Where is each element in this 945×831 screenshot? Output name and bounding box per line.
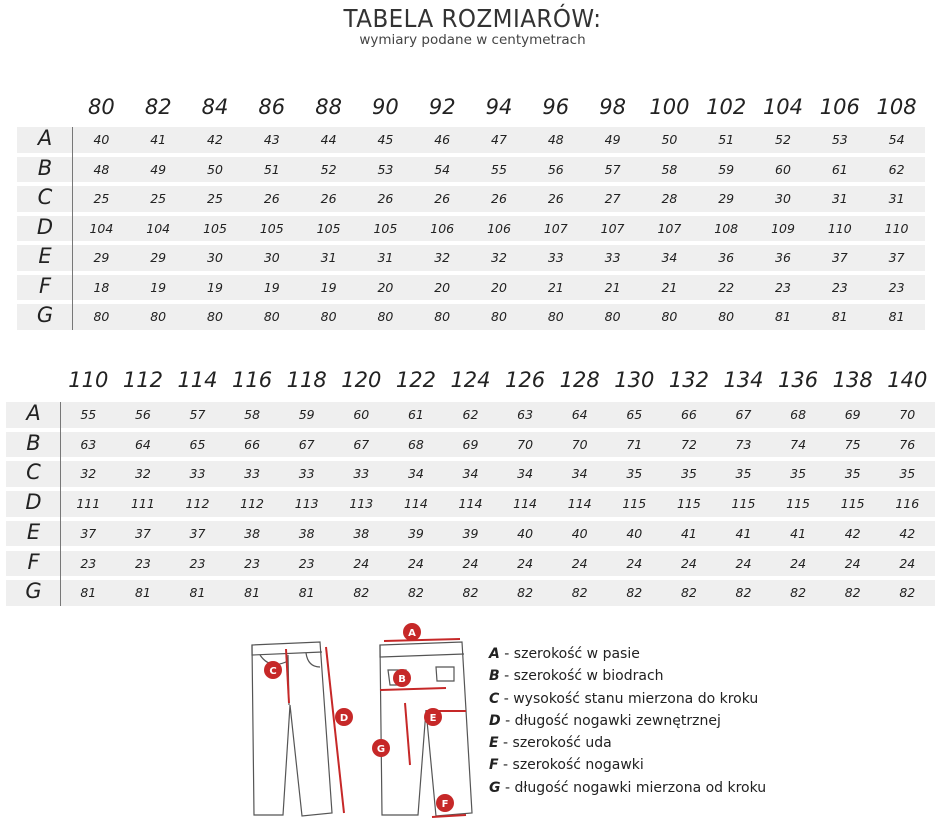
- size-header: 108: [876, 95, 917, 119]
- size-header: 124: [450, 368, 491, 392]
- table-cell: 82: [680, 585, 697, 601]
- table-cell: 80: [434, 309, 451, 324]
- table-cell: 23: [775, 279, 791, 295]
- table-cell: 24: [517, 555, 534, 571]
- table-cell: 40: [93, 132, 110, 147]
- marker-B: B: [398, 674, 406, 685]
- legend-text: - szerokość w pasie: [499, 646, 640, 662]
- table-cell: 73: [735, 436, 752, 452]
- table-cell: 58: [661, 161, 678, 177]
- table-cell: 34: [517, 466, 534, 482]
- table-cell: 41: [735, 525, 752, 541]
- table-cell: 114: [567, 496, 592, 512]
- table-cell: 33: [244, 466, 261, 482]
- table-cell: 82: [462, 585, 479, 601]
- size-header: 120: [341, 368, 382, 392]
- table-cell: 80: [547, 309, 564, 324]
- table-cell: 63: [80, 436, 97, 452]
- table-cell: 81: [244, 585, 261, 601]
- row-label: C: [26, 460, 41, 485]
- table-cell: 46: [434, 132, 451, 147]
- table-cell: 26: [263, 191, 280, 206]
- row-label: D: [25, 490, 42, 515]
- table-cell: 81: [775, 309, 791, 324]
- table-cell: 82: [517, 585, 534, 601]
- size-header: 134: [723, 368, 764, 392]
- table-cell: 80: [604, 309, 621, 324]
- table-cell: 26: [377, 191, 394, 206]
- table-cell: 26: [491, 191, 507, 206]
- row-label: B: [37, 155, 53, 180]
- size-header: 110: [68, 368, 109, 392]
- table-cell: 59: [718, 161, 735, 177]
- marker-C: C: [269, 666, 277, 677]
- legend-key: G: [489, 779, 501, 796]
- size-header: 86: [258, 95, 286, 119]
- table-cell: 34: [407, 466, 424, 482]
- table-cell: 18: [93, 279, 110, 295]
- table-cell: 67: [735, 407, 752, 422]
- table-cell: 54: [434, 161, 451, 177]
- table-cell: 107: [657, 220, 682, 236]
- table-cell: 108: [714, 220, 739, 236]
- table-cell: 115: [840, 496, 865, 512]
- table-cell: 55: [491, 161, 507, 177]
- table-cell: 69: [462, 436, 479, 452]
- table-cell: 42: [899, 525, 916, 541]
- table-cell: 36: [718, 250, 735, 265]
- size-header: 128: [559, 368, 600, 392]
- label-divider: [72, 127, 73, 330]
- legend-text: - długość nogawki zewnętrznej: [500, 712, 721, 729]
- table-cell: 23: [189, 555, 206, 571]
- size-header: 126: [505, 368, 546, 392]
- table-cell: 24: [571, 555, 588, 571]
- table-cell: 24: [844, 555, 861, 571]
- legend-key: F: [489, 757, 499, 774]
- table-cell: 80: [718, 309, 735, 324]
- table-cell: 116: [895, 496, 920, 512]
- table-cell: 61: [407, 407, 424, 422]
- table-cell: 26: [547, 191, 564, 206]
- table-cell: 33: [298, 466, 315, 482]
- table-cell: 80: [661, 309, 678, 324]
- table-cell: 104: [89, 220, 114, 236]
- table-cell: 80: [491, 309, 507, 324]
- legend-item: [489, 710, 766, 732]
- table-cell: 65: [189, 436, 206, 452]
- table-cell: 35: [844, 466, 861, 482]
- legend-item: [489, 643, 766, 665]
- table-cell: 42: [844, 525, 861, 541]
- table-cell: 30: [263, 250, 280, 265]
- table-cell: 80: [320, 309, 337, 324]
- table-cell: 82: [790, 585, 807, 601]
- table-cell: 23: [831, 279, 848, 295]
- table-cell: 47: [491, 132, 507, 147]
- table-cell: 23: [888, 279, 905, 295]
- table-cell: 45: [377, 132, 394, 147]
- table-cell: 54: [888, 132, 905, 147]
- table-cell: 41: [150, 132, 167, 147]
- legend-text: - szerokość w biodrach: [499, 668, 664, 685]
- table-cell: 32: [80, 466, 97, 482]
- table-cell: 25: [93, 191, 110, 206]
- table-cell: 35: [899, 466, 916, 482]
- size-header: 82: [144, 95, 172, 119]
- size-header: 136: [778, 368, 819, 392]
- table-cell: 31: [320, 250, 337, 265]
- table-cell: 52: [320, 161, 337, 177]
- table-cell: 70: [517, 436, 534, 452]
- table-cell: 35: [790, 466, 807, 482]
- table-cell: 37: [888, 250, 905, 265]
- table-cell: 49: [604, 132, 621, 147]
- legend-text: - szerokość uda: [498, 735, 612, 752]
- table-cell: 112: [240, 496, 265, 512]
- table-cell: 50: [661, 132, 678, 147]
- table-cell: 21: [604, 279, 621, 295]
- table-cell: 25: [207, 191, 223, 206]
- marker-D: D: [339, 713, 349, 724]
- table-cell: 80: [93, 309, 110, 324]
- legend-item: [489, 665, 766, 687]
- page-title: TABELA ROZMIARÓW:: [343, 4, 602, 33]
- size-header: 94: [485, 95, 513, 119]
- table-cell: 62: [462, 407, 479, 422]
- table-cell: 24: [790, 555, 807, 571]
- size-header: 96: [542, 95, 570, 119]
- marker-A: A: [408, 628, 416, 639]
- table-cell: 58: [244, 407, 261, 422]
- legend-text: - wysokość stanu mierzona do kroku: [499, 690, 759, 707]
- table-cell: 114: [403, 496, 428, 512]
- table-cell: 33: [353, 466, 370, 482]
- size-header: 90: [372, 95, 399, 119]
- table-cell: 37: [134, 525, 151, 541]
- table-cell: 43: [263, 132, 280, 147]
- row-label: B: [26, 430, 41, 455]
- table-cell: 31: [377, 250, 394, 265]
- row-label: D: [36, 214, 54, 239]
- table-cell: 24: [353, 555, 370, 571]
- page-subtitle: wymiary podane w centymetrach: [359, 32, 586, 48]
- table-cell: 52: [775, 132, 791, 147]
- size-header: 112: [122, 368, 163, 392]
- table-cell: 29: [150, 250, 167, 265]
- table-cell: 110: [827, 220, 852, 236]
- legend-item: [489, 777, 766, 799]
- row-label: G: [36, 303, 54, 327]
- table-cell: 24: [407, 555, 424, 571]
- table-cell: 38: [298, 525, 315, 541]
- size-header: 118: [286, 368, 327, 392]
- row-label: F: [38, 273, 52, 298]
- table-cell: 64: [134, 436, 151, 452]
- row-label: C: [37, 185, 53, 209]
- legend-key: B: [489, 668, 500, 685]
- size-header: 114: [177, 368, 218, 392]
- size-header: 92: [428, 95, 456, 119]
- table-cell: 64: [571, 407, 588, 422]
- table-cell: 76: [899, 436, 916, 452]
- table-cell: 29: [93, 250, 110, 265]
- table-cell: 66: [680, 407, 697, 422]
- table-cell: 37: [831, 250, 848, 265]
- table-cell: 104: [146, 220, 171, 236]
- size-header: 130: [614, 368, 655, 392]
- size-header: 106: [819, 95, 860, 119]
- marker-F: F: [441, 799, 449, 810]
- table-cell: 24: [680, 555, 697, 571]
- table-cell: 48: [93, 161, 110, 177]
- table-cell: 81: [189, 585, 206, 601]
- table-cell: 24: [735, 555, 752, 571]
- table-cell: 30: [207, 250, 223, 265]
- table-cell: 61: [831, 161, 848, 177]
- table-cell: 28: [661, 191, 678, 206]
- row-label: G: [25, 579, 42, 604]
- table-cell: 112: [185, 496, 210, 512]
- row-label: F: [27, 549, 40, 574]
- table-cell: 81: [80, 585, 97, 601]
- size-header: 80: [88, 95, 115, 119]
- table-cell: 80: [207, 309, 223, 324]
- table-cell: 81: [831, 309, 848, 324]
- table-cell: 41: [790, 525, 807, 541]
- table-cell: 23: [244, 555, 261, 571]
- table-cell: 105: [316, 220, 341, 236]
- table-cell: 114: [458, 496, 483, 512]
- table-cell: 67: [298, 436, 315, 452]
- legend-item: [489, 732, 766, 754]
- table-cell: 35: [626, 466, 643, 482]
- table-cell: 80: [263, 309, 280, 324]
- size-header: 102: [706, 95, 747, 119]
- table-cell: 56: [547, 161, 564, 177]
- table-cell: 34: [571, 466, 588, 482]
- label-divider: [60, 402, 61, 606]
- legend-text: - szerokość nogawki: [498, 757, 644, 774]
- table-cell: 51: [263, 161, 280, 177]
- measure-markers: [264, 623, 454, 812]
- table-cell: 72: [680, 436, 697, 452]
- table-cell: 37: [189, 525, 206, 541]
- table-cell: 33: [547, 250, 564, 265]
- table-cell: 57: [604, 161, 621, 177]
- table-cell: 75: [844, 436, 861, 452]
- table-cell: 24: [626, 555, 643, 571]
- table-cell: 111: [76, 496, 101, 512]
- table-cell: 24: [899, 555, 916, 571]
- table-cell: 71: [626, 436, 643, 452]
- table-cell: 107: [543, 220, 568, 236]
- table-cell: 105: [203, 220, 227, 236]
- table-cell: 115: [731, 496, 756, 512]
- table-cell: 106: [487, 220, 511, 236]
- table-cell: 81: [134, 585, 151, 601]
- table-cell: 82: [626, 585, 643, 601]
- table-cell: 115: [622, 496, 647, 512]
- size-header: 88: [315, 95, 342, 119]
- table-cell: 41: [680, 525, 697, 541]
- table-cell: 82: [571, 585, 588, 601]
- table-cell: 63: [517, 407, 534, 422]
- table-cell: 40: [626, 525, 643, 541]
- table-cell: 22: [718, 279, 735, 295]
- row-label: A: [37, 126, 53, 150]
- table-cell: 20: [434, 279, 451, 295]
- table-cell: 19: [150, 279, 167, 295]
- size-header: 116: [232, 368, 273, 392]
- table-cell: 57: [189, 407, 206, 422]
- table-cell: 34: [462, 466, 479, 482]
- table-cell: 65: [626, 407, 643, 422]
- table-cell: 53: [831, 132, 848, 147]
- table-cell: 60: [775, 161, 791, 177]
- table-cell: 82: [407, 585, 424, 601]
- size-header: 98: [599, 95, 626, 119]
- table-cell: 114: [513, 496, 538, 512]
- size-header: 84: [201, 95, 229, 119]
- table-cell: 55: [80, 407, 97, 422]
- table-cell: 109: [771, 220, 795, 236]
- trousers-diagram: [240, 615, 480, 827]
- back-trousers-outline: [380, 642, 472, 816]
- table-cell: 21: [661, 279, 678, 295]
- table-cell: 59: [298, 407, 315, 422]
- table-cell: 38: [244, 525, 261, 541]
- table-cell: 35: [735, 466, 752, 482]
- row-label: E: [26, 519, 41, 544]
- table-cell: 51: [718, 132, 735, 147]
- legend-item: [489, 688, 766, 710]
- front-trousers-outline: [252, 642, 332, 816]
- table-cell: 20: [491, 279, 507, 295]
- legend-key: C: [489, 690, 500, 707]
- legend-item: [489, 754, 766, 776]
- table-cell: 35: [680, 466, 697, 482]
- table-cell: 53: [377, 161, 394, 177]
- table-cell: 26: [320, 191, 337, 206]
- table-cell: 23: [134, 555, 151, 571]
- measurement-legend: [489, 643, 766, 799]
- legend-key: E: [489, 735, 499, 752]
- table-cell: 60: [353, 407, 370, 422]
- table-cell: 115: [676, 496, 701, 512]
- table-cell: 107: [600, 220, 625, 236]
- table-cell: 31: [888, 191, 905, 206]
- table-cell: 74: [790, 436, 807, 452]
- table-cell: 105: [373, 220, 398, 236]
- table-cell: 21: [547, 279, 564, 295]
- table-cell: 32: [434, 250, 451, 265]
- legend-key: A: [489, 646, 500, 662]
- table-cell: 80: [377, 309, 394, 324]
- table-cell: 29: [718, 191, 735, 206]
- table-cell: 66: [244, 436, 261, 452]
- table-cell: 38: [353, 525, 370, 541]
- table-cell: 105: [259, 220, 284, 236]
- size-header: 132: [668, 368, 709, 392]
- row-label: E: [38, 244, 52, 268]
- table-cell: 82: [899, 585, 916, 601]
- table-cell: 26: [434, 191, 451, 206]
- table-cell: 33: [604, 250, 621, 265]
- table-cell: 68: [407, 436, 424, 452]
- table-cell: 32: [134, 466, 151, 482]
- table-cell: 23: [80, 555, 97, 571]
- table-cell: 80: [150, 309, 167, 324]
- table-cell: 39: [407, 525, 424, 541]
- table-cell: 110: [884, 220, 909, 236]
- table-cell: 82: [353, 585, 370, 601]
- table-cell: 32: [491, 250, 507, 265]
- table-cell: 20: [377, 279, 394, 295]
- table-cell: 23: [298, 555, 315, 571]
- table-cell: 113: [349, 496, 374, 512]
- legend-text: - długość nogawki mierzona od kroku: [500, 779, 767, 796]
- size-header: 140: [887, 368, 928, 392]
- size-header: 104: [762, 95, 804, 119]
- table-cell: 49: [150, 161, 167, 177]
- table-cell: 56: [134, 407, 151, 422]
- table-cell: 44: [320, 132, 337, 147]
- table-cell: 106: [430, 220, 455, 236]
- table-cell: 111: [130, 496, 155, 512]
- table-cell: 19: [320, 279, 337, 295]
- table-cell: 62: [888, 161, 905, 177]
- table-cell: 82: [735, 585, 752, 601]
- table-cell: 19: [207, 279, 223, 295]
- table-cell: 37: [80, 525, 97, 541]
- legend-key: D: [489, 712, 501, 729]
- table-cell: 33: [189, 466, 206, 482]
- table-cell: 70: [571, 436, 588, 452]
- table-cell: 31: [831, 191, 848, 206]
- table-cell: 81: [298, 585, 315, 601]
- table-cell: 30: [775, 191, 791, 206]
- table-cell: 113: [294, 496, 319, 512]
- size-header: 138: [832, 368, 873, 392]
- marker-E: E: [429, 713, 437, 724]
- table-cell: 25: [150, 191, 167, 206]
- table-cell: 70: [899, 407, 916, 422]
- size-header: 122: [395, 368, 436, 392]
- table-cell: 40: [571, 525, 588, 541]
- table-cell: 24: [462, 555, 479, 571]
- table-cell: 68: [790, 407, 807, 422]
- table-cell: 82: [844, 585, 861, 601]
- table-cell: 50: [207, 161, 223, 177]
- row-label: A: [26, 401, 41, 425]
- table-cell: 40: [517, 525, 534, 541]
- table-cell: 48: [547, 132, 564, 147]
- table-cell: 27: [604, 191, 621, 206]
- table-cell: 81: [888, 309, 905, 324]
- size-header: 100: [649, 95, 690, 119]
- table-cell: 115: [786, 496, 811, 512]
- marker-G: G: [376, 744, 386, 755]
- table-cell: 36: [775, 250, 791, 265]
- table-cell: 39: [462, 525, 479, 541]
- table-cell: 69: [844, 407, 861, 422]
- table-cell: 19: [263, 279, 280, 295]
- table-cell: 42: [207, 132, 223, 147]
- table-cell: 34: [661, 250, 678, 265]
- table-cell: 67: [353, 436, 370, 452]
